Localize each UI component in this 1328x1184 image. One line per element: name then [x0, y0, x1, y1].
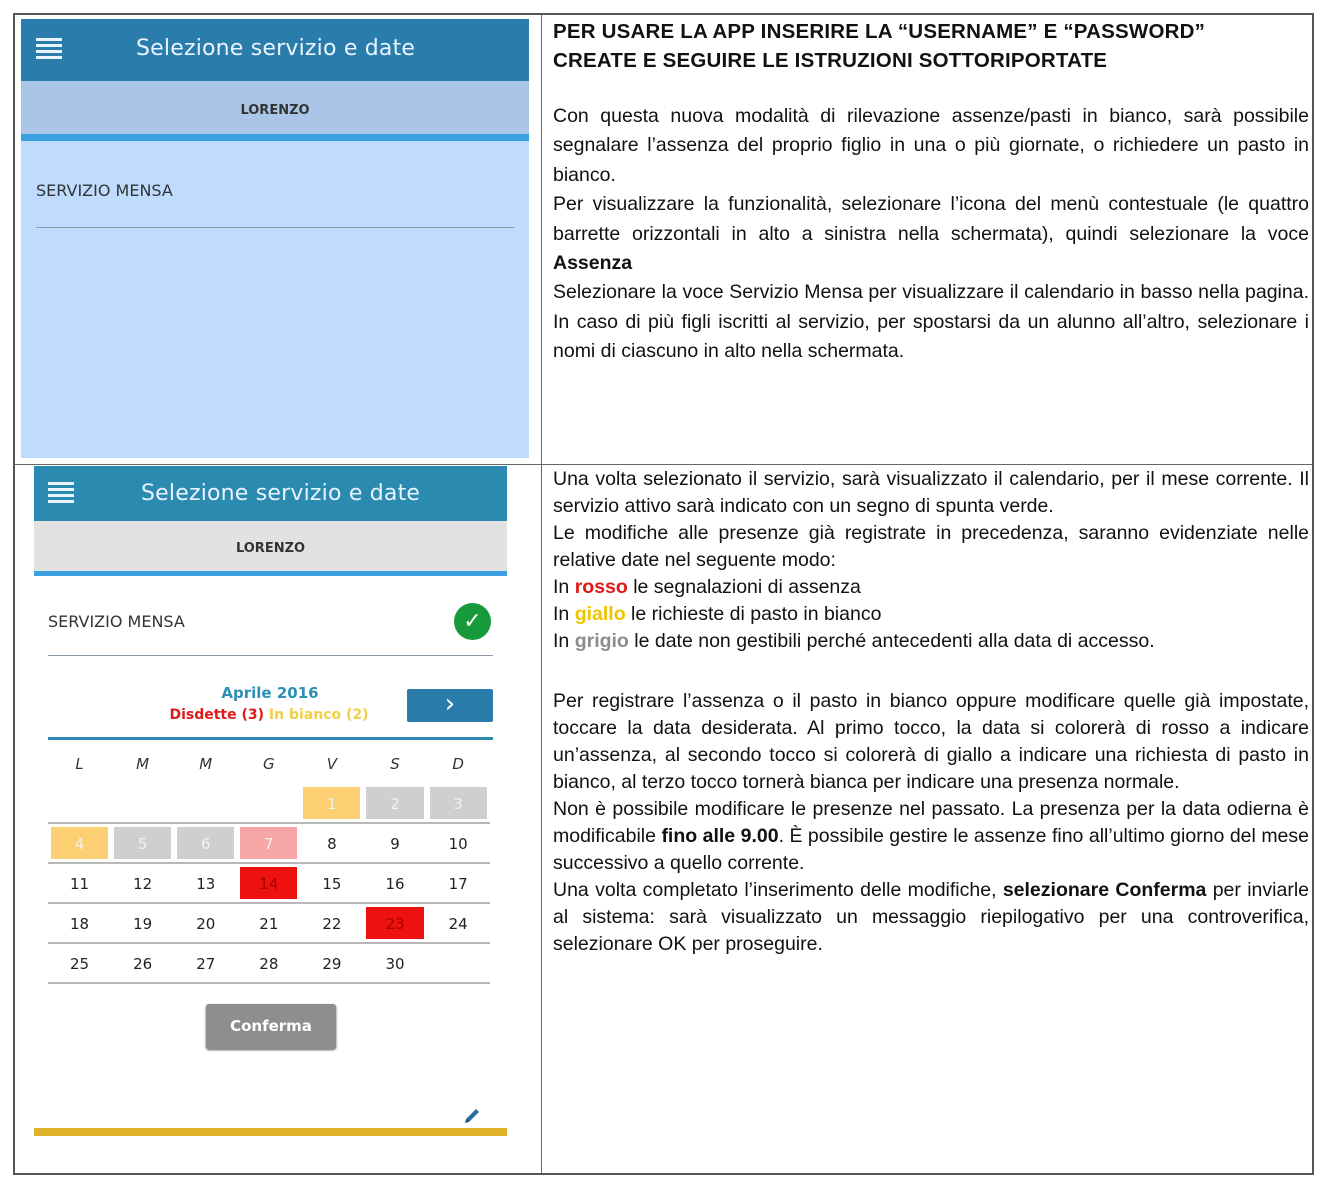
legend-grigio: [553, 628, 1309, 655]
calendar-week-row: [48, 824, 490, 864]
calendar-day-30[interactable]: [363, 944, 426, 982]
child-tab[interactable]: LORENZO: [21, 81, 529, 141]
day-number: 11: [70, 875, 90, 893]
bold-deadline: fino alle 9.00: [661, 825, 779, 847]
calendar-day-20[interactable]: [174, 904, 237, 942]
day-number: 7: [264, 835, 274, 853]
calendar-day-6: [174, 824, 237, 862]
app-bar: [34, 466, 507, 521]
calendar-day-12[interactable]: [111, 864, 174, 902]
calendar-day-27[interactable]: [174, 944, 237, 982]
calendar-empty-cell: [237, 784, 300, 822]
day-number: 27: [196, 955, 216, 973]
bold-confirm: selezionare Conferma: [1002, 879, 1207, 901]
day-number: 14: [259, 875, 279, 893]
calendar-day-17[interactable]: [427, 864, 490, 902]
day-number: 21: [259, 915, 279, 933]
calendar-day-19[interactable]: [111, 904, 174, 942]
in-bianco-count: In bianco (2): [268, 707, 369, 723]
legend-rosso: [553, 574, 1309, 601]
row-divider: [15, 464, 1312, 465]
day-number: 5: [137, 835, 148, 853]
calendar-day-9[interactable]: [363, 824, 426, 862]
day-number: 6: [200, 835, 211, 853]
day-number: 12: [133, 875, 153, 893]
day-number: 20: [196, 915, 216, 933]
calendar-day-21[interactable]: [237, 904, 300, 942]
weekday-label: G: [263, 755, 275, 773]
day-number: 2: [390, 795, 400, 813]
instructions-paragraph-3: [553, 688, 1309, 958]
weekday-header: [48, 755, 490, 773]
day-number: 10: [448, 835, 468, 853]
day-number: 29: [322, 955, 342, 973]
weekday-label: M: [136, 755, 150, 773]
day-number: 17: [448, 875, 468, 893]
check-icon: ✓: [454, 603, 491, 640]
calendar-empty-cell: [48, 784, 111, 822]
pencil-icon[interactable]: [462, 1106, 482, 1126]
weekday-label: S: [390, 755, 400, 773]
divider: [36, 227, 514, 228]
day-number: 19: [133, 915, 153, 933]
day-number: 8: [327, 835, 337, 853]
text-run: In: [553, 603, 570, 625]
day-number: 23: [385, 915, 405, 933]
calendar-day-10[interactable]: [427, 824, 490, 862]
paragraph: Per registrare l’assenza o il pasto in bianco oppure modificare quelle già impostate, toccare la data desiderata. Al primo tocco, la data si colorerà di rosso a indicare un’assenza, al secondo tocco si colorerà di giallo a indicare una richiesta di pasto in bianco, al terzo tocco tornerà bianca per indicare una presenza normale.: [553, 690, 1309, 793]
legend-giallo: [553, 601, 1309, 628]
word-grigio: grigio: [574, 630, 629, 652]
calendar-week-row: [48, 904, 490, 944]
bold-assenza: Assenza: [553, 252, 633, 275]
day-number: 18: [70, 915, 90, 933]
day-number: 1: [327, 795, 337, 813]
day-number: 25: [70, 955, 90, 973]
calendar-divider: [48, 737, 493, 740]
day-number: 4: [74, 835, 85, 853]
calendar-day-1[interactable]: [300, 784, 363, 822]
hamburger-menu-icon[interactable]: [36, 38, 62, 62]
child-tab[interactable]: LORENZO: [34, 521, 507, 576]
chevron-right-icon: ›: [444, 689, 456, 719]
calendar-empty-cell: [111, 784, 174, 822]
service-item-mensa[interactable]: SERVIZIO MENSA: [48, 612, 185, 631]
day-number: 9: [390, 835, 400, 853]
calendar-day-7[interactable]: [237, 824, 300, 862]
calendar-day-18[interactable]: [48, 904, 111, 942]
paragraph: Le modifiche alle presenze già registrate in precedenza, saranno evidenziate nelle relative date nel seguente modo:: [553, 522, 1309, 571]
app-bar: [21, 19, 529, 81]
paragraph: Con questa nuova modalità di rilevazione assenze/pasti in bianco, sarà possibile segnalare l’assenza del proprio figlio in una o più giornate, o richiedere un pasto in bianco.: [553, 105, 1309, 186]
day-number: 15: [322, 875, 342, 893]
calendar-day-11[interactable]: [48, 864, 111, 902]
paragraph: [553, 796, 1309, 877]
day-number: 22: [322, 915, 342, 933]
paragraph: [553, 877, 1309, 958]
heading-line-2: CREATE E SEGUIRE LE ISTRUZIONI SOTTORIPORTATE: [553, 49, 1108, 72]
instructions-paragraph-2: [553, 466, 1309, 655]
day-number: 24: [448, 915, 468, 933]
column-divider: [541, 15, 542, 1173]
calendar-empty-cell: [174, 784, 237, 822]
day-number: 26: [133, 955, 153, 973]
text-run: le date non gestibili perché antecedenti alla data di accesso.: [628, 630, 1155, 652]
calendar-week-row: [48, 864, 490, 904]
counts-summary: [144, 707, 394, 723]
app-screenshot-calendar: [34, 466, 507, 1138]
heading-line-1: PER USARE LA APP INSERIRE LA “USERNAME” E “PASSWORD”: [553, 20, 1206, 43]
calendar-day-26[interactable]: [111, 944, 174, 982]
weekday-label: M: [199, 755, 213, 773]
day-number: 3: [453, 795, 463, 813]
day-number: 16: [385, 875, 405, 893]
calendar-day-29[interactable]: [300, 944, 363, 982]
calendar-week-row: [48, 944, 490, 984]
calendar-day-4[interactable]: [48, 824, 111, 862]
paragraph: Selezionare la voce Servizio Mensa per visualizzare il calendario in basso nella pagina. In caso di più figli iscritti al servizio, per spostarsi da un alunno all’altro, selezionare i nomi di ciascuno in alto nella schermata.: [553, 281, 1309, 363]
text-run: Non è possibile modificare le presenze nel passato. La presenza per la data odierna è modificabile: [553, 798, 1309, 847]
disdette-count: Disdette (3): [169, 707, 265, 723]
footer-bar: [34, 1128, 507, 1136]
confirm-button[interactable]: Conferma: [206, 1004, 336, 1049]
next-month-button[interactable]: [407, 689, 493, 722]
calendar-day-2: [363, 784, 426, 822]
divider: [48, 655, 493, 656]
calendar-grid: [48, 784, 490, 984]
hamburger-menu-icon[interactable]: [48, 482, 74, 506]
calendar-day-25[interactable]: [48, 944, 111, 982]
day-number: 30: [385, 955, 405, 973]
service-item-mensa[interactable]: SERVIZIO MENSA: [36, 181, 173, 200]
weekday-label: D: [452, 755, 464, 773]
app-bar-title: Selezione servizio e date: [141, 481, 421, 506]
paragraph: Una volta selezionato il servizio, sarà visualizzato il calendario, per il mese corrente. Il servizio attivo sarà indicato con un segno di spunta verde.: [553, 468, 1309, 517]
day-number: 13: [196, 875, 216, 893]
text-run: per inviarle al sistema: sarà visualizzato un messaggio riepilogativo per una controverifica, selezionare OK per proseguire.: [553, 879, 1309, 955]
app-screenshot-service-selection: [21, 19, 529, 458]
calendar-day-23[interactable]: [363, 904, 426, 942]
calendar-week-row: [48, 784, 490, 824]
app-bar-title: Selezione servizio e date: [136, 36, 416, 61]
calendar-day-14[interactable]: [237, 864, 300, 902]
instructions-heading: [553, 17, 1293, 75]
calendar-day-22[interactable]: [300, 904, 363, 942]
text-run: In: [553, 630, 570, 652]
calendar-day-3: [427, 784, 490, 822]
text-run: In: [553, 576, 570, 598]
calendar-day-28[interactable]: [237, 944, 300, 982]
calendar-day-13[interactable]: [174, 864, 237, 902]
day-number: 28: [259, 955, 279, 973]
text-run: le richieste di pasto in bianco: [625, 603, 882, 625]
calendar-day-16[interactable]: [363, 864, 426, 902]
calendar-empty-cell: [427, 944, 490, 982]
text-run: Una volta completato l’inserimento delle modifiche,: [553, 879, 1003, 901]
instructions-paragraph-1: [553, 102, 1309, 367]
calendar-day-8[interactable]: [300, 824, 363, 862]
text-run: le segnalazioni di assenza: [627, 576, 861, 598]
calendar-day-15[interactable]: [300, 864, 363, 902]
paragraph: [553, 190, 1309, 278]
calendar-day-5: [111, 824, 174, 862]
text-run: Per visualizzare la funzionalità, selezionare l’icona del menù contestuale (le quattro barrette orizzontali in alto a sinistra nella schermata), quindi selezionare la voce: [553, 193, 1309, 245]
weekday-label: V: [326, 755, 338, 773]
month-title: Aprile 2016: [221, 684, 319, 702]
weekday-label: L: [75, 755, 84, 773]
text-run: . È possibile gestire le assenze fino all’ultimo giorno del mese successivo a quello corrente.: [553, 825, 1309, 874]
word-rosso: rosso: [574, 576, 628, 598]
calendar-day-24[interactable]: [427, 904, 490, 942]
word-giallo: giallo: [574, 603, 626, 625]
